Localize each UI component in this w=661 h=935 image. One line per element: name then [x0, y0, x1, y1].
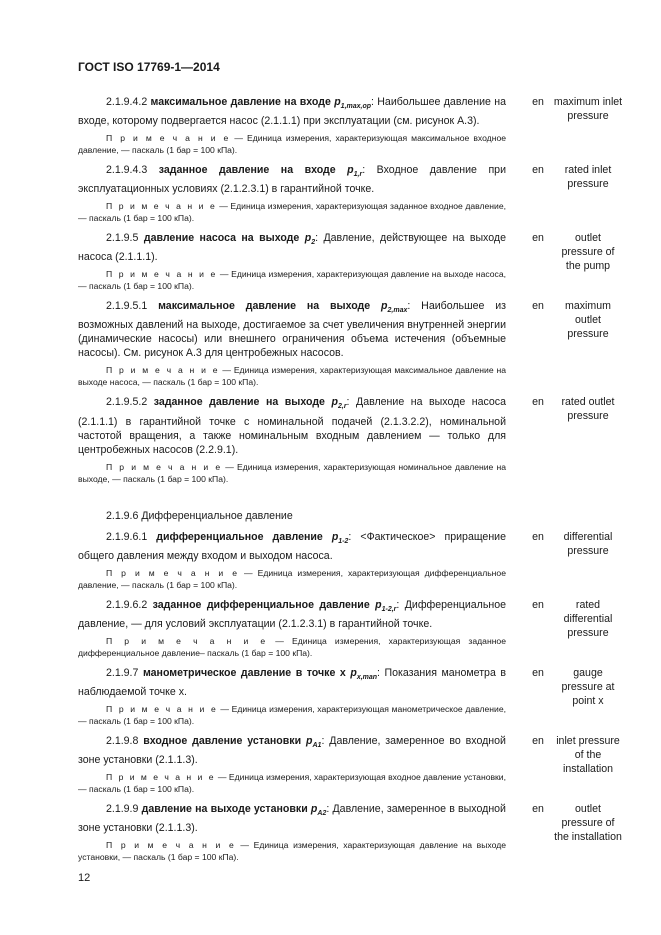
- language-code: en: [532, 164, 544, 177]
- note-label: П р и м е ч а н и е: [106, 133, 231, 144]
- english-term: outlet pressure of the installation: [554, 802, 622, 843]
- language-code: en: [532, 396, 544, 409]
- note: [78, 200, 506, 224]
- section-heading: 2.1.9.6 Дифференциальное давление: [106, 509, 293, 522]
- clause-number: 2.1.9.5: [106, 232, 139, 245]
- language-code: en: [532, 232, 544, 245]
- term-entry: [78, 299, 623, 388]
- note-text: — Единица измерения, характеризующая максимальное давление на выходе насоса, — паскаль (1 бар = 100 кПа).: [78, 365, 506, 388]
- term-symbol: $p_{2,r}$: [331, 396, 347, 411]
- note-text: — Единица измерения, характеризующая дифференциальное давление, — паскаль (1 бар = 100 кПа).: [78, 567, 506, 590]
- note-text: — Единица измерения, характеризующая максимальное входное давление, — паскаль (1 бар = 100 кПа).: [78, 133, 506, 156]
- definition-text: : Наибольшее из возможных давлений на выходе, достигаемое за счет увеличения внутренней энергии (динамические насосы) или внешнего ограничения объема истечения (объемные насосы). См. рисунок А.3 для центробежных насосов.: [78, 300, 506, 360]
- language-code: en: [532, 802, 544, 815]
- clause-number: 2.1.9.9: [106, 802, 139, 815]
- language-code: en: [532, 300, 544, 313]
- clause-number: 2.1.9.4.2: [106, 96, 148, 108]
- definition: [78, 395, 506, 456]
- term-symbol: $p_{A1}$: [306, 734, 322, 749]
- note-text: — Единица измерения, характеризующая входное давление установки, — паскаль (1 бар = 100 кПа).: [78, 771, 506, 794]
- clause-number: 2.1.9.5.2: [106, 396, 148, 409]
- term-entry: [78, 734, 623, 795]
- definition-text: : Давление, действующее на выходе насоса (2.1.1.1).: [78, 232, 506, 264]
- note: [78, 132, 506, 156]
- note-label: П р и м е ч а н и е: [106, 771, 216, 782]
- term-symbol: $p_{1,max,op}$: [334, 96, 372, 111]
- note: [78, 567, 506, 591]
- note: [78, 703, 506, 727]
- note-text: — Единица измерения, характеризующая номинальное давление на выходе, — паскаль (1 бар = 100 кПа).: [78, 461, 506, 484]
- definition: [78, 598, 506, 631]
- language-code: en: [532, 734, 544, 747]
- language-code: en: [532, 666, 544, 679]
- definition: [78, 666, 506, 699]
- english-term: outlet pressure of the pump: [561, 232, 615, 273]
- note-label: П р и м е ч а н и е: [106, 703, 218, 714]
- note-text: — Единица измерения, характеризующая давление на выходе установки, — паскаль (1 бар = 100 кПа).: [78, 840, 507, 863]
- term-name: заданное дифференциальное давление: [152, 598, 370, 611]
- term-symbol: $p_{A2}$: [310, 802, 327, 818]
- term-name: максимальное давление на выходе: [158, 300, 371, 313]
- term-symbol: $p_{2,max}$: [381, 300, 408, 315]
- language-code: en: [532, 530, 544, 543]
- term-entry: [78, 530, 623, 591]
- english-term: rated inlet pressure: [564, 164, 612, 191]
- term-entry: [78, 802, 623, 863]
- note: [78, 268, 506, 292]
- note: [78, 461, 506, 485]
- note-label: П р и м е ч а н и е: [106, 269, 218, 280]
- note-text: — Единица измерения, характеризующая заданное дифференциальное давление– паскаль (1 бар = 100 кПа).: [78, 635, 506, 658]
- term-name: заданное давление на входе: [158, 164, 336, 177]
- term-entry: [78, 163, 623, 224]
- note-label: П р и м е ч а н и е: [106, 461, 223, 472]
- definition: [78, 734, 506, 767]
- section-heading-block: [78, 509, 623, 523]
- term-entry: [78, 666, 623, 727]
- definition: [78, 231, 506, 264]
- language-code: en: [532, 96, 544, 108]
- definition-text: : Показания манометра в наблюдаемой точке x.: [78, 666, 506, 698]
- definition: [78, 802, 506, 835]
- document-header: ГОСТ ISO 17769-1—2014: [78, 60, 220, 74]
- definition-text: : <Фактическое> приращение общего давления между входом и выходом насоса.: [78, 530, 506, 562]
- clause-number: 2.1.9.6.2: [106, 598, 148, 611]
- note-label: П р и м е ч а н и е: [106, 365, 220, 376]
- definition: [78, 163, 506, 196]
- note-label: П р и м е ч а н и е: [106, 635, 268, 646]
- term-symbol: $p_{1-2}$: [331, 530, 349, 545]
- clause-number: 2.1.9.5.1: [106, 300, 148, 313]
- term-name: дифференциальное давление: [156, 530, 323, 543]
- term-name: заданное давление на выходе: [153, 396, 325, 409]
- definition-text: : Давление на выходе насоса (2.1.1.1) в гарантийной точке с номинальной подачей (2.1.3.2.2), номинальной частотой вращения, а также номинальным входным давлением — только для центробежных насосов (2.2.9.1).: [78, 396, 506, 456]
- note-text: — Единица измерения, характеризующая заданное входное давление, — паскаль (1 бар = 100 кПа).: [78, 201, 506, 224]
- note-text: — Единица измерения, характеризующая манометрическое давление, — паскаль (1 бар = 100 кПа).: [78, 703, 506, 726]
- note-label: П р и м е ч а н и е: [106, 567, 240, 578]
- english-term: inlet pressure of the installation: [556, 734, 620, 775]
- term-name: давление насоса на выходе: [143, 232, 300, 245]
- definition: [78, 95, 506, 128]
- note: [78, 771, 506, 795]
- note: [78, 635, 506, 659]
- english-term: gauge pressure at point x: [561, 666, 615, 707]
- note-text: — Единица измерения, характеризующая давление на выходе насоса, — паскаль (1 бар = 100 кПа).: [78, 269, 507, 292]
- clause-number: 2.1.9.6.1: [106, 530, 148, 543]
- english-term: rated differential pressure: [563, 598, 613, 639]
- term-symbol: $p_{1,r}$: [347, 164, 363, 179]
- note: [78, 364, 506, 388]
- term-name: входное давление установки: [143, 734, 302, 747]
- english-term: differential pressure: [563, 530, 613, 557]
- term-name: манометрическое давление в точке x: [142, 666, 346, 679]
- note-label: П р и м е ч а н и е: [106, 201, 217, 212]
- clause-number: 2.1.9.8: [106, 734, 139, 747]
- english-term: rated outlet pressure: [561, 396, 615, 423]
- term-entries: [78, 95, 623, 870]
- term-name: максимальное давление на входе: [150, 96, 331, 108]
- note: [78, 839, 506, 863]
- clause-number: 2.1.9.7: [106, 666, 139, 679]
- term-entry: [78, 395, 623, 484]
- definition: [78, 299, 506, 360]
- term-symbol: $p_2$: [304, 232, 316, 247]
- definition-text: : Наибольшее давление на входе, которому подвергается насос (2.1.1.1) при эксплуатации (см. рисунок А.3).: [78, 96, 506, 128]
- note-label: П р и м е ч а н и е: [106, 840, 236, 851]
- clause-number: 2.1.9.4.3: [106, 164, 148, 177]
- definition-text: : Входное давление при эксплуатационных условиях (2.1.2.3.1) в гарантийной точке.: [78, 164, 506, 196]
- term-name: давление на выходе установки: [141, 802, 308, 815]
- definition: [78, 530, 506, 563]
- definition-text: : Давление, замеренное во входной зоне установки (2.1.1.3).: [78, 734, 506, 766]
- english-term: maximum inlet pressure: [553, 96, 623, 122]
- term-symbol: $p_{x,man}$: [350, 666, 378, 681]
- english-term: maximum outlet pressure: [565, 300, 611, 341]
- term-entry: [78, 231, 623, 292]
- term-entry: [78, 598, 623, 659]
- term-entry: [78, 95, 623, 156]
- definition-text: : Давление, замеренное в выходной зоне установки (2.1.1.3).: [78, 802, 506, 835]
- definition-text: : Дифференциальное давление, — для условий эксплуатации (2.1.2.3.1) в гарантийной точке.: [78, 598, 507, 630]
- page-number: 12: [78, 872, 91, 884]
- term-symbol: $p_{1-2,r}$: [375, 598, 397, 613]
- language-code: en: [532, 598, 544, 611]
